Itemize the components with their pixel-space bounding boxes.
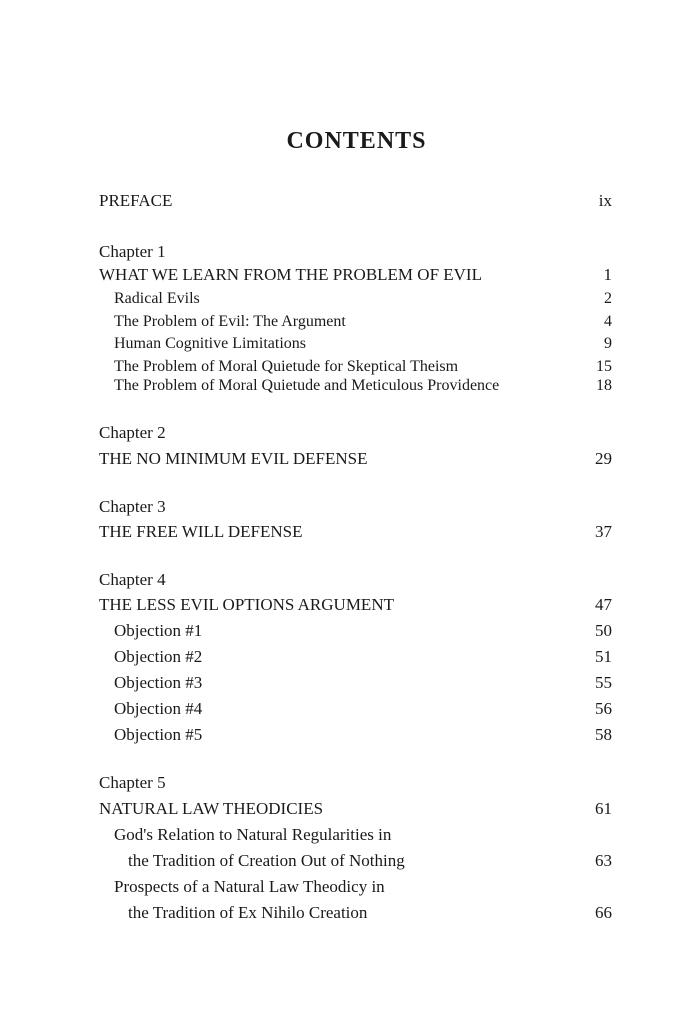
chapter-label-2 bbox=[99, 422, 612, 444]
toc-subentry-page: 2 bbox=[604, 290, 612, 307]
chapter-label-4 bbox=[99, 569, 612, 591]
toc-entry-title: THE NO MINIMUM EVIL DEFENSE bbox=[99, 449, 368, 468]
chapter-label-text: Chapter 3 bbox=[99, 497, 166, 516]
toc-subentry-page: 50 bbox=[595, 621, 612, 640]
chapter-label-text: Chapter 4 bbox=[99, 570, 166, 589]
toc-subentry-title-cont: the Tradition of Ex Nihilo Creation bbox=[128, 903, 368, 922]
toc-entry-chapter-3[interactable] bbox=[99, 521, 612, 543]
chapter-label-1 bbox=[99, 241, 612, 263]
toc-subentry[interactable] bbox=[114, 620, 612, 642]
toc-subentry-page: 55 bbox=[595, 673, 612, 692]
toc-entry-page: 37 bbox=[595, 522, 612, 541]
toc-entry-title: NATURAL LAW THEODICIES bbox=[99, 799, 324, 818]
toc-entry-page: 1 bbox=[603, 265, 612, 284]
toc-subentry-page: 15 bbox=[596, 358, 612, 375]
toc-subentry[interactable] bbox=[114, 375, 612, 397]
toc-subentry-title: Objection #1 bbox=[114, 621, 203, 640]
toc-subentry[interactable] bbox=[114, 333, 612, 355]
chapter-label-5 bbox=[99, 772, 612, 794]
toc-subentry[interactable] bbox=[114, 311, 612, 333]
toc-entry-title: PREFACE bbox=[99, 191, 173, 210]
toc-subentry-title: Objection #5 bbox=[114, 725, 203, 744]
toc-subentry-line[interactable] bbox=[128, 902, 612, 924]
toc-subentry-page: 58 bbox=[595, 725, 612, 744]
toc-entry-chapter-4[interactable] bbox=[99, 594, 612, 616]
toc-subentry-title: The Problem of Moral Quietude for Skeptical Theism bbox=[114, 358, 459, 375]
toc-entry-page: ix bbox=[598, 191, 612, 210]
toc-subentry-line[interactable] bbox=[128, 850, 612, 872]
toc-subentry-title: Radical Evils bbox=[114, 290, 200, 307]
toc-subentry-title: The Problem of Moral Quietude and Meticulous Providence bbox=[114, 377, 500, 394]
toc-entry-page: 29 bbox=[595, 449, 612, 468]
toc-subentry-page: 63 bbox=[595, 851, 612, 870]
toc-subentry-page: 9 bbox=[604, 335, 612, 352]
toc-entry-chapter-1[interactable] bbox=[99, 264, 612, 286]
chapter-label-3 bbox=[99, 496, 612, 518]
toc-entry-title: THE FREE WILL DEFENSE bbox=[99, 522, 303, 541]
toc-entry-chapter-5[interactable] bbox=[99, 798, 612, 820]
toc-subentry-title: The Problem of Evil: The Argument bbox=[114, 313, 346, 330]
chapter-label-text: Chapter 1 bbox=[99, 242, 166, 261]
toc-subentry-line[interactable] bbox=[114, 824, 612, 846]
toc-subentry-page: 18 bbox=[596, 377, 612, 394]
toc-entry-title: WHAT WE LEARN FROM THE PROBLEM OF EVIL bbox=[99, 265, 482, 284]
toc-subentry-title: Objection #2 bbox=[114, 647, 203, 666]
page-title: CONTENTS bbox=[286, 128, 427, 154]
toc-subentry-page: 56 bbox=[595, 699, 612, 718]
toc-entry-page: 47 bbox=[595, 595, 612, 614]
toc-subentry[interactable] bbox=[114, 646, 612, 668]
toc-subentry-title: Objection #3 bbox=[114, 673, 203, 692]
toc-subentry[interactable] bbox=[114, 698, 612, 720]
toc-subentry-line[interactable] bbox=[114, 876, 612, 898]
chapter-label-text: Chapter 2 bbox=[99, 423, 166, 442]
toc-entry-page: 61 bbox=[595, 799, 612, 818]
toc-subentry-title: Objection #4 bbox=[114, 699, 203, 718]
toc-entry-chapter-2[interactable] bbox=[99, 448, 612, 470]
chapter-label-text: Chapter 5 bbox=[99, 773, 166, 792]
toc-subentry[interactable] bbox=[114, 288, 612, 310]
toc-subentry-page: 4 bbox=[604, 313, 612, 330]
toc-subentry-title: Prospects of a Natural Law Theodicy in bbox=[114, 877, 385, 896]
toc-subentry-title-cont: the Tradition of Creation Out of Nothing bbox=[128, 851, 405, 870]
toc-subentry-page: 66 bbox=[595, 903, 612, 922]
toc-entry-title: THE LESS EVIL OPTIONS ARGUMENT bbox=[99, 595, 394, 614]
toc-subentry-title: God's Relation to Natural Regularities in bbox=[114, 825, 392, 844]
toc-subentry[interactable] bbox=[114, 724, 612, 746]
toc-subentry-title: Human Cognitive Limitations bbox=[114, 335, 306, 352]
toc-subentry-page: 51 bbox=[595, 647, 612, 666]
toc-entry-preface[interactable] bbox=[99, 190, 612, 212]
toc-subentry[interactable] bbox=[114, 672, 612, 694]
